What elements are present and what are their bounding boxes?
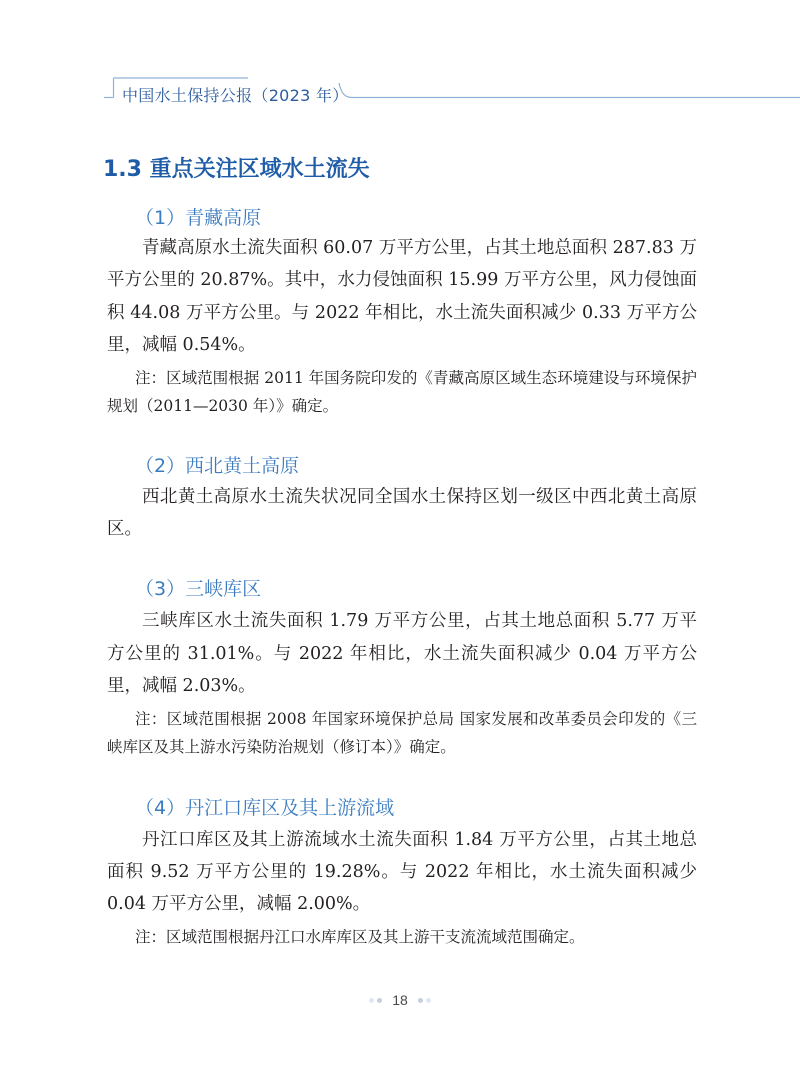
body-paragraph: 西北黄土高原水土流失状况同全国水土保持区划一级区中西北黄土高原区。: [107, 486, 697, 540]
header-decoration: [0, 0, 800, 120]
body-paragraph: 青藏高原水土流失面积 60.07 万平方公里，占其土地总面积 287.83 万平方公里的 20.87%。其中，水力侵蚀面积 15.99 万平方公里，风力侵蚀面积 44.08 万平方公里。与 2022 年相比，水土流失面积减少 0.33 万平方公里，减幅 0.54%。: [107, 238, 697, 356]
page-number-dot: [377, 998, 382, 1003]
page-number-dot: [426, 998, 431, 1003]
running-header-title: 中国水土保持公报（2023 年）: [122, 86, 349, 105]
footnote: 注：区域范围根据 2011 年国务院印发的《青藏高原区域生态环境建设与环境保护规划（2011—2030 年）》确定。: [107, 368, 697, 415]
subsection-heading-danjiangkou: （4）丹江口库区及其上游流域: [135, 796, 395, 819]
main-content: [103, 152, 697, 951]
subsection-heading-loess-plateau: （2）西北黄土高原: [135, 454, 300, 477]
subsection-heading-three-gorges: （3）三峡库区: [135, 578, 262, 601]
subsection-heading-qinghai-tibet: （1）青藏高原: [135, 207, 262, 229]
page-number-dot: [418, 998, 423, 1003]
page-number: 18: [392, 992, 408, 1008]
page-footer: [0, 990, 800, 1010]
footnote: 注：区域范围根据丹江口水库库区及其上游干支流流域范围确定。: [135, 927, 585, 946]
footnote: 注：区域范围根据 2008 年国家环境保护总局 国家发展和改革委员会印发的《三峡库区及其上游水污染防治规划（修订本）》确定。: [107, 709, 697, 756]
section-title: 1.3 重点关注区域水土流失: [103, 157, 370, 182]
body-paragraph: 丹江口库区及其上游流域水土流失面积 1.84 万平方公里，占其土地总面积 9.52 万平方公里的 19.28%。与 2022 年相比，水土流失面积减少 0.04 万平方公里，减幅 2.00%。: [107, 829, 697, 915]
body-paragraph: 三峡库区水土流失面积 1.79 万平方公里，占其土地总面积 5.77 万平方公里的 31.01%。与 2022 年相比，水土流失面积减少 0.04 万平方公里，减幅 2.03%。: [107, 611, 697, 697]
header-rule-long: [339, 83, 800, 98]
page-number-dot: [369, 998, 374, 1003]
